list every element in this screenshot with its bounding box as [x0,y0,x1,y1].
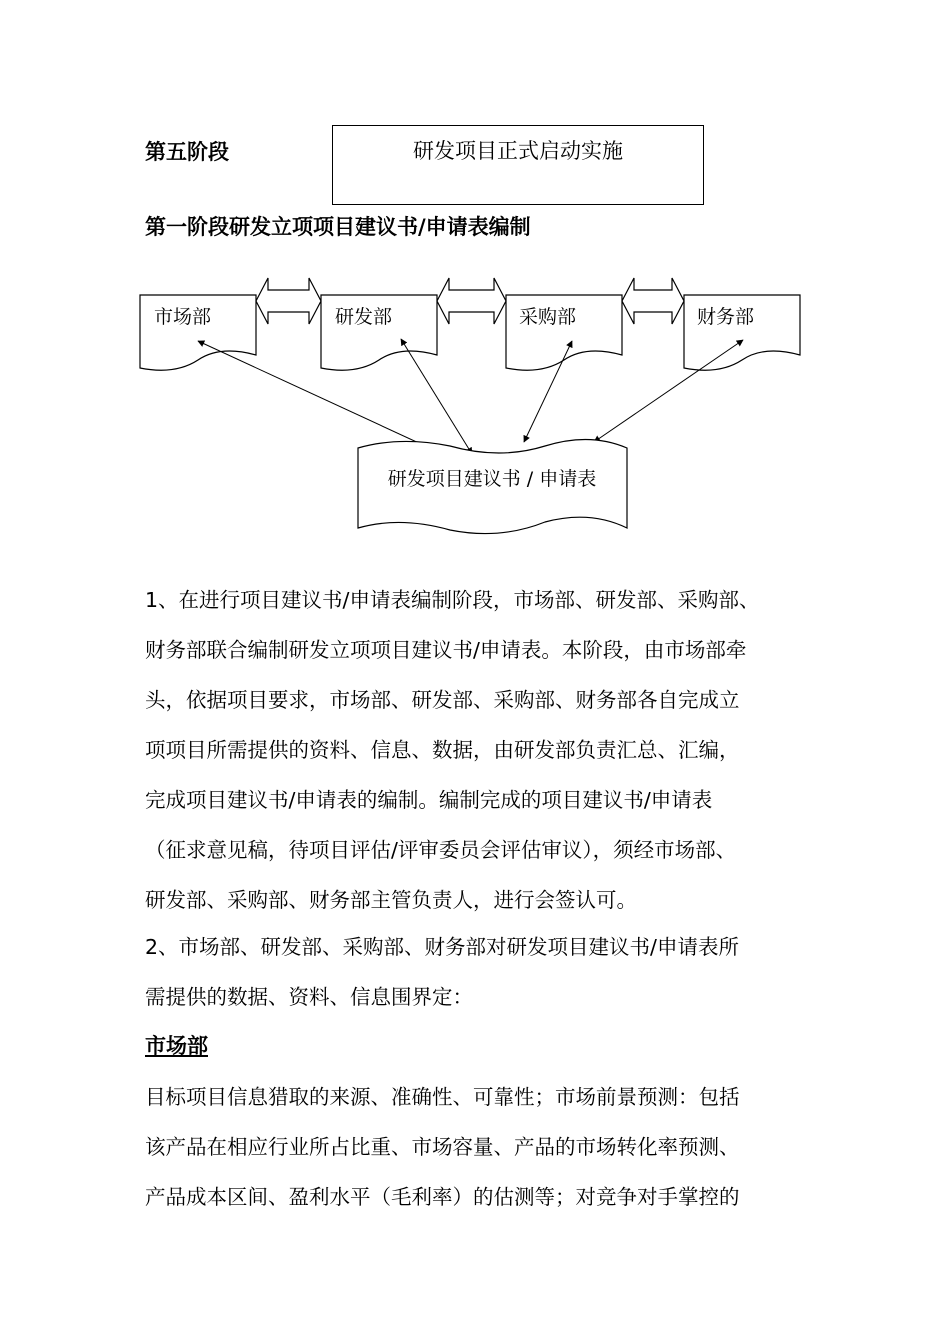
flow-diagram [0,0,950,560]
paragraph-3-line: 产品成本区间、盈利水平（毛利率）的估测等；对竞争对手掌控的 [145,1185,740,1209]
paragraph-1-line: 项项目所需提供的资料、信息、数据，由研发部负责汇总、汇编， [145,738,740,762]
dept-label-rd: 研发部 [335,306,393,328]
paragraph-3-line: 该产品在相应行业所占比重、市场容量、产品的市场转化率预测、 [145,1135,740,1159]
dept-label-purchase: 采购部 [519,306,577,328]
stage-label: 第五阶段 [145,140,229,164]
paragraph-2-line: 需提供的数据、资料、信息围界定： [145,985,473,1009]
paragraph-1-line: 头，依据项目要求，市场部、研发部、采购部、财务部各自完成立 [145,688,740,712]
paragraph-3-line: 目标项目信息猎取的来源、准确性、可靠性；市场前景预测：包括 [145,1085,740,1109]
paragraph-1-line: 财务部联合编制研发立项项目建议书/申请表。本阶段，由市场部牵 [145,638,747,662]
double-arrow-1 [256,278,321,324]
double-arrow-2 [437,278,506,324]
paragraph-2-line: 2、市场部、研发部、采购部、财务部对研发项目建议书/申请表所 [145,935,739,959]
paragraph-3 [145,1072,835,1222]
proposal-doc-label: 研发项目建议书 / 申请表 [387,468,597,490]
paragraph-1-line: 研发部、采购部、财务部主管负责人，进行会签认可。 [145,888,637,912]
paragraph-1-line: 1、在进行项目建议书/申请表编制阶段，市场部、研发部、采购部、 [145,588,760,612]
paragraph-1 [145,575,835,925]
arrow-finance-doc [594,340,743,442]
stage-box: 研发项目正式启动实施 [332,125,704,205]
double-arrow-3 [622,278,684,324]
dept-label-finance: 财务部 [697,306,755,328]
market-heading: 市场部 [145,1034,208,1058]
section-title: 第一阶段研发立项项目建议书/申请表编制 [145,215,531,239]
arrow-rd-doc [401,339,472,454]
paragraph-1-line: （征求意见稿，待项目评估/评审委员会评估审议），须经市场部、 [145,838,737,862]
paragraph-2 [145,922,835,1022]
dept-label-market: 市场部 [154,306,212,328]
paragraph-1-line: 完成项目建议书/申请表的编制。编制完成的项目建议书/申请表 [145,788,713,812]
